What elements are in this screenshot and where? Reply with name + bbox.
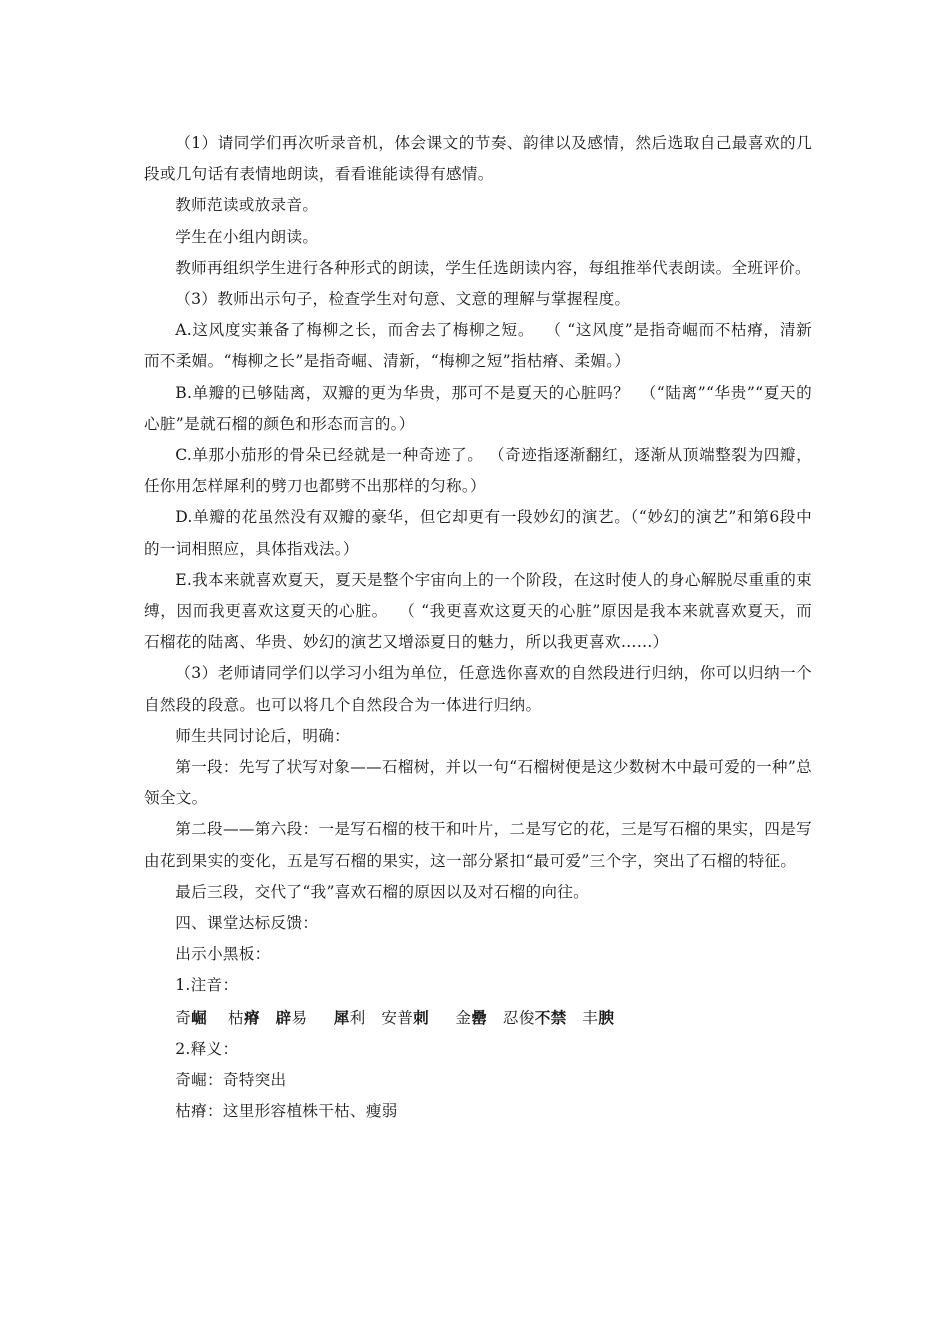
definition-qijue: 奇崛：奇特突出 bbox=[175, 1071, 287, 1090]
heading-pinyin: 1.注音： bbox=[175, 976, 239, 995]
pinyin-word: 忍俊不禁 bbox=[502, 1007, 567, 1027]
heading-definitions: 2.释义： bbox=[175, 1039, 239, 1058]
sentence-d: D.单瓣的花虽然没有双瓣的豪华，但它却更有一段妙幻的演艺。（“妙幻的演艺”和第6段中的一词相照应，具体指戏法。） bbox=[144, 508, 812, 558]
document-page bbox=[144, 128, 812, 1128]
pinyin-word: 金罍 bbox=[455, 1007, 488, 1027]
sentence-e: E.我本来就喜欢夏天，夏天是整个宇宙向上的一个阶段，在这时使人的身心解脱尽重重的束缚，因而我更喜欢这夏天的心脏。 （ “我更喜欢这夏天的心脏”原因是我本来就喜欢夏天，而石榴花的陆离、华贵、妙幻的演艺又增添夏日的魅力，所以我更喜欢……） bbox=[144, 570, 812, 652]
definition-kuji: 枯瘠：这里形容植株干枯、瘦弱 bbox=[175, 1102, 398, 1121]
pinyin-word: 枯瘠 bbox=[228, 1007, 260, 1027]
pinyin-word: 安普刺 bbox=[381, 1007, 430, 1027]
sentence-c: C.单那小茄形的骨朵已经就是一种奇迹了。 （奇迹指逐渐翻红，逐渐从顶端整裂为四瓣，任你用怎样犀利的劈刀也都劈不出那样的匀称。） bbox=[144, 446, 812, 496]
paragraph-section-1: 第一段：先写了状写对象——石榴树，并以一句“石榴树便是这少数树木中最可爱的一种”总领全文。 bbox=[144, 758, 812, 808]
pinyin-word: 奇崛 bbox=[175, 1007, 207, 1027]
pinyin-word: 丰腴 bbox=[582, 1007, 615, 1027]
paragraph-4: 教师再组织学生进行各种形式的朗读，学生任选朗读内容，每组推举代表朗读。全班评价。 bbox=[175, 258, 811, 277]
pinyin-word: 辟易 bbox=[275, 1007, 308, 1027]
paragraph-5: （3）教师出示句子，检查学生对句意、文意的理解与掌握程度。 bbox=[175, 290, 631, 309]
paragraph-blackboard: 出示小黑板： bbox=[175, 945, 271, 964]
paragraph-section-2-6: 第二段——第六段：一是写石榴的枝干和叶片，二是写它的花，三是写石榴的果实，四是写由花到果实的变化，五是写石榴的果实，这一部分紧扣“最可爱”三个字，突出了石榴的特征。 bbox=[144, 820, 812, 870]
paragraph-discussion: 师生共同讨论后，明确： bbox=[175, 726, 351, 745]
paragraph-3: 学生在小组内朗读。 bbox=[175, 227, 319, 246]
paragraph-group-task: （3）老师请同学们以学习小组为单位，任意选你喜欢的自然段进行归纳，你可以归纳一个自然段的段意。也可以将几个自然段合为一体进行归纳。 bbox=[144, 664, 812, 714]
sentence-b: B.单瓣的已够陆离，双瓣的更为华贵，那可不是夏天的心脏吗？ （“陆离”“华贵”“夏天的心脏”是就石榴的颜色和形态而言的。） bbox=[144, 383, 812, 433]
pinyin-word: 犀利 bbox=[333, 1007, 366, 1027]
pinyin-word-list bbox=[144, 1002, 812, 1034]
paragraph-2: 教师范读或放录音。 bbox=[175, 196, 319, 215]
sentence-a: A.这风度实兼备了梅柳之长，而舍去了梅柳之短。 （ “这风度”是指奇崛而不枯瘠，清新而不柔媚。“梅柳之长”是指奇崛、清新，“梅柳之短”指枯瘠、柔媚。） bbox=[144, 321, 812, 371]
heading-feedback: 四、课堂达标反馈： bbox=[175, 914, 319, 933]
paragraph-last-three: 最后三段，交代了“我”喜欢石榴的原因以及对石榴的向往。 bbox=[175, 882, 590, 901]
paragraph-1: （1）请同学们再次听录音机，体会课文的节奏、韵律以及感情，然后选取自己最喜欢的几段或几句话有表情地朗读，看看谁能读得有感情。 bbox=[144, 134, 812, 184]
